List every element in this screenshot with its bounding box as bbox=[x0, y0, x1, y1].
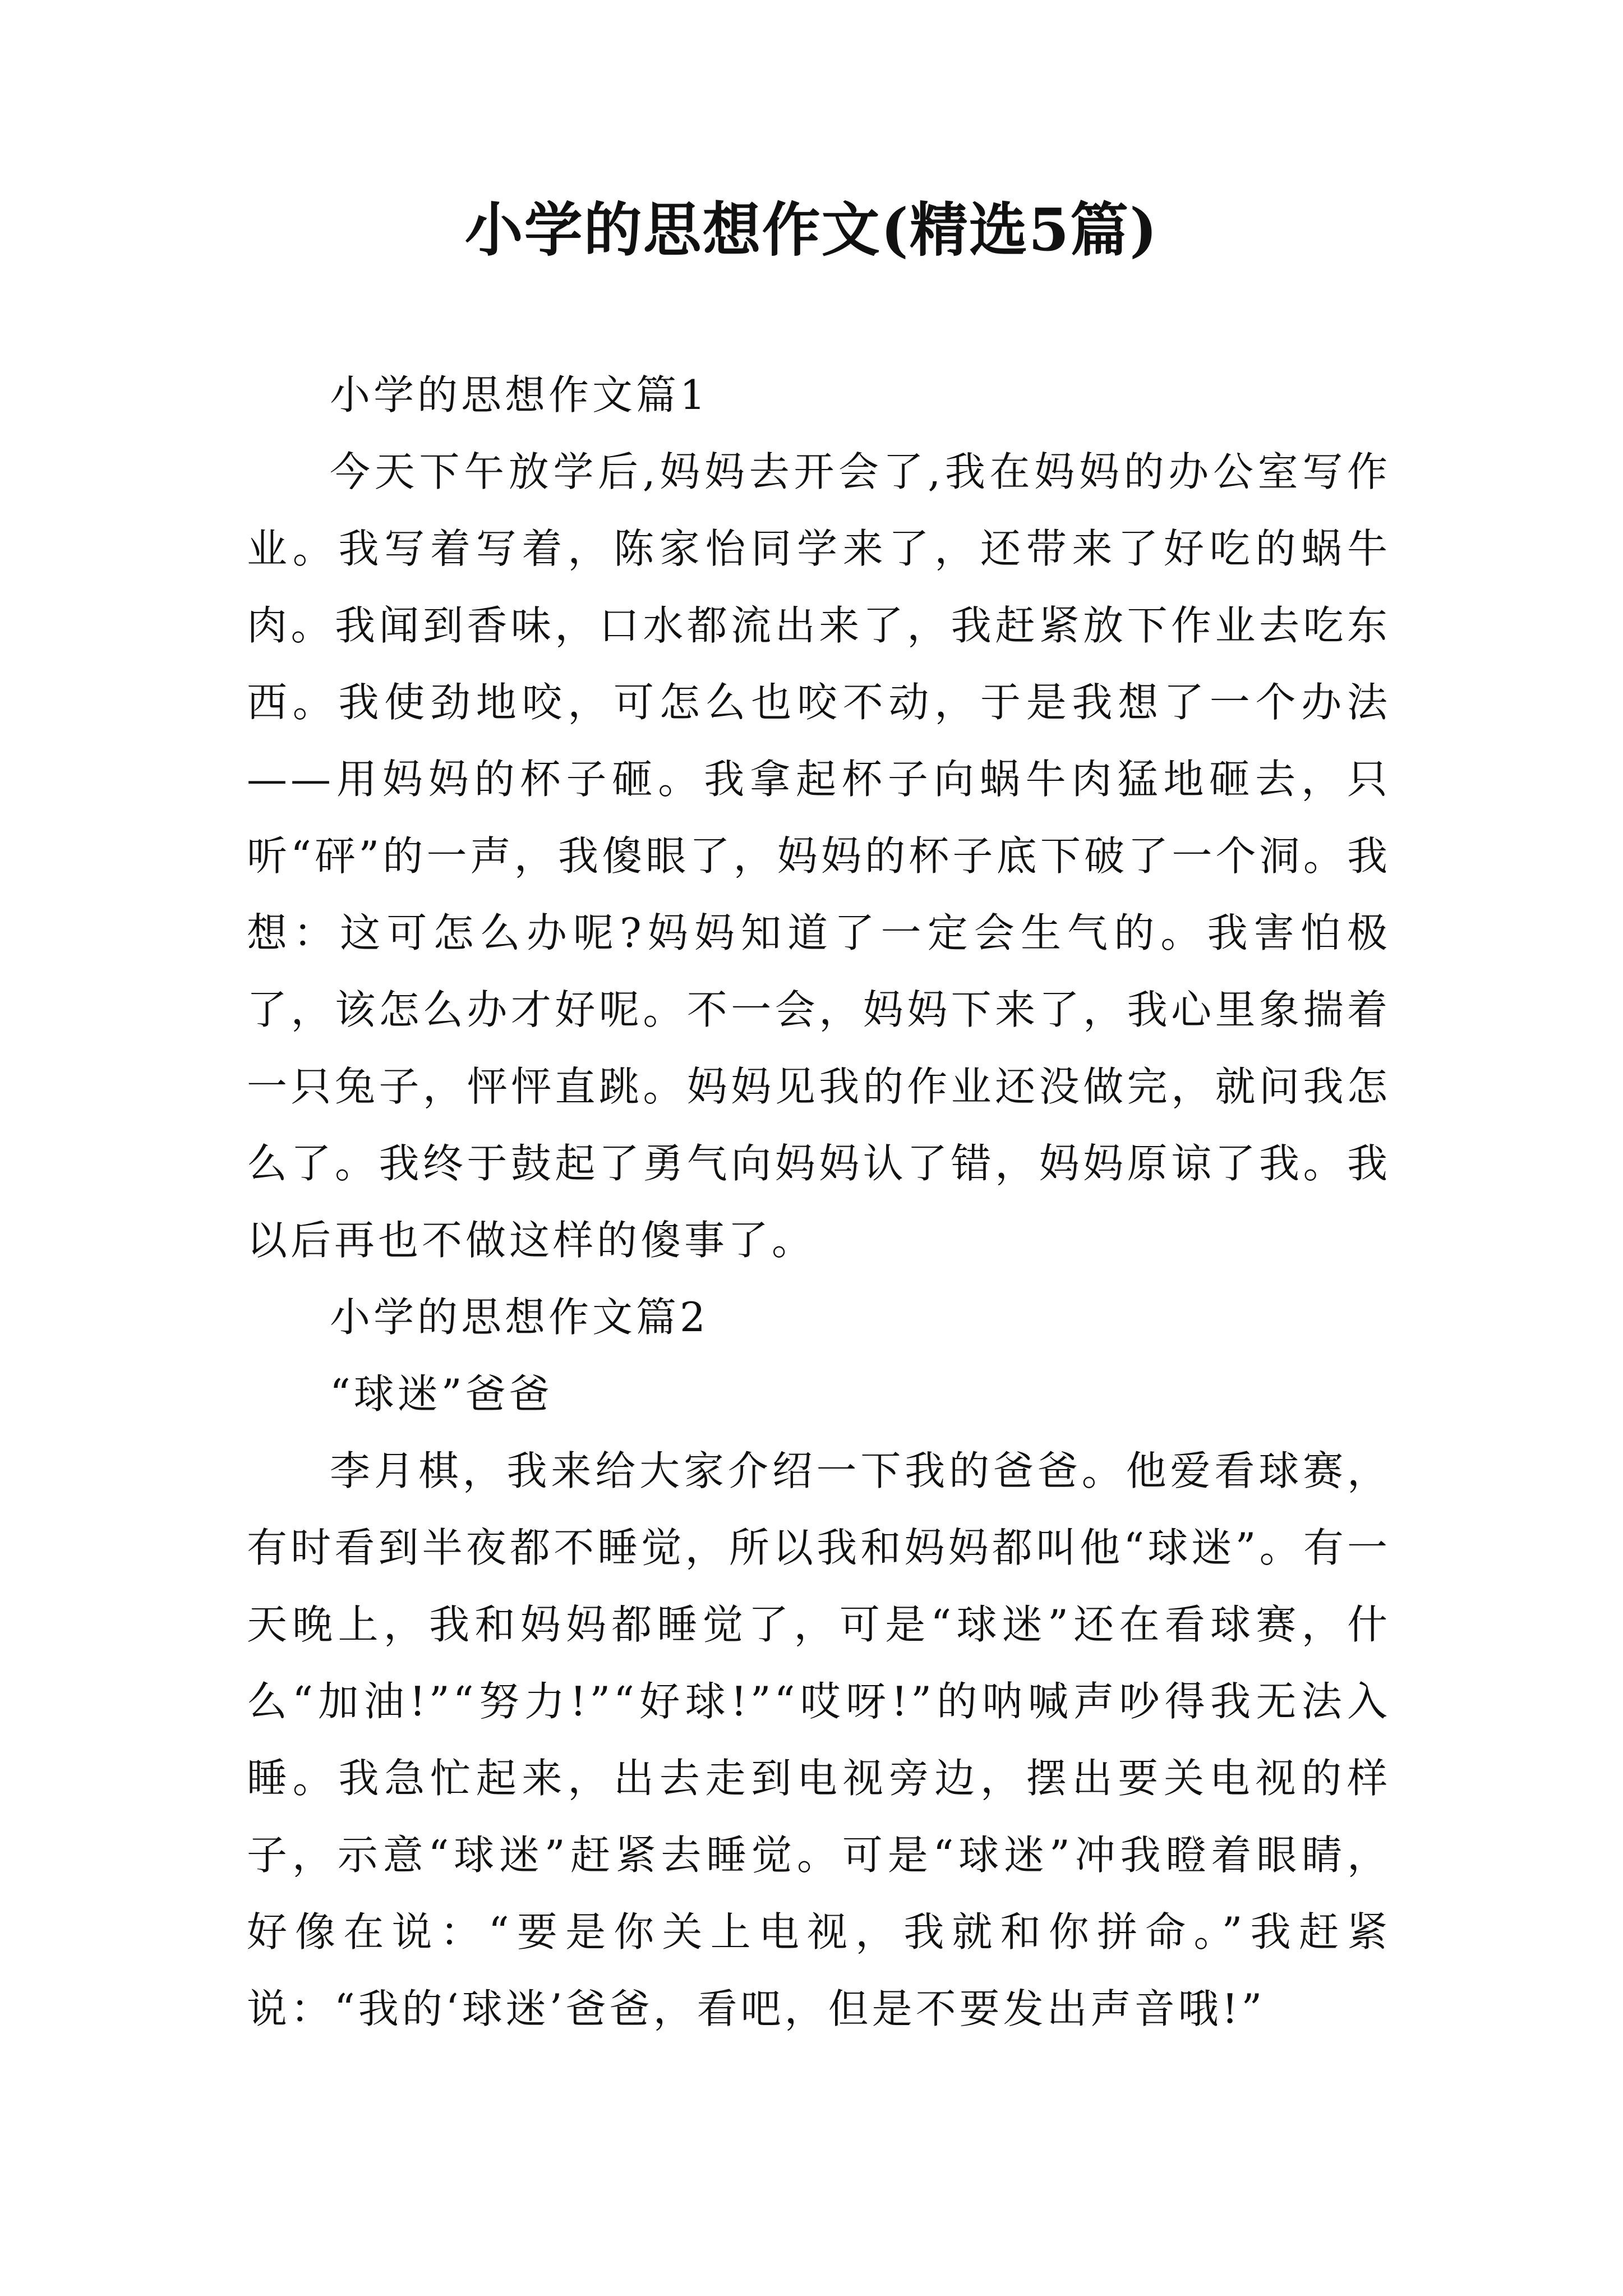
section-heading: 小学的思想作文篇1 bbox=[330, 371, 709, 418]
section-subtitle: “球迷”爸爸 bbox=[330, 1370, 553, 1418]
document-title: 小学的思想作文(精选5篇) bbox=[464, 195, 1159, 264]
paragraph: 今天下午放学后,妈妈去开会了,我在妈妈的办公室写作业。我写着写着，陈家怡同学来了，还带来了好吃的蜗牛肉。我闻到香味，口水都流出来了，我赶紧放下作业去吃东西。我使劲地咬，可怎么也咬不动，于是我想了一个办法——用妈妈的杯子砸。我拿起杯子向蜗牛肉猛地砸去，只听“砰”的一声，我傻眼了，妈妈的杯子底下破了一个洞。我想：这可怎么办呢?妈妈知道了一定会生气的。我害怕极了，该怎么办才好呢。不一会，妈妈下来了，我心里象揣着一只兔子，怦怦直跳。妈妈见我的作业还没做完，就问我怎么了。我终于鼓起了勇气向妈妈认了错，妈妈原谅了我。我以后再也不做这样的傻事了。 bbox=[247, 448, 1391, 1264]
paragraph: 李月棋，我来给大家介绍一下我的爸爸。他爱看球赛，有时看到半夜都不睡觉，所以我和妈妈都叫他“球迷”。有一天晚上，我和妈妈都睡觉了，可是“球迷”还在看球赛，什么“加油!”“努力!”“好球!”“哎呀!”的呐喊声吵得我无法入睡。我急忙起来，出去走到电视旁边，摆出要关电视的样子，示意“球迷”赶紧去睡觉。可是“球迷”冲我瞪着眼睛，好像在说：“要是你关上电视，我就和你拼命。”我赶紧说：“我的‘球迷’爸爸，看吧，但是不要发出声音哦!” bbox=[247, 1447, 1391, 2032]
document-body bbox=[247, 357, 1391, 2047]
section-heading: 小学的思想作文篇2 bbox=[330, 1294, 709, 1341]
